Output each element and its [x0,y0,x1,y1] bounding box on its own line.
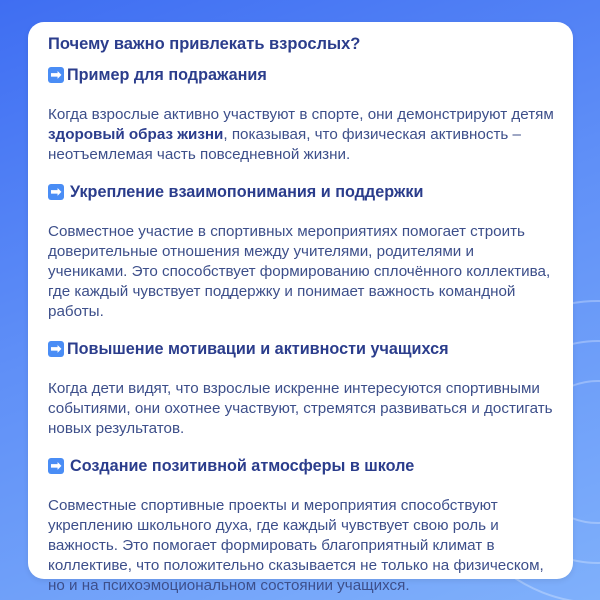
section-heading [48,455,555,477]
section-motivation [48,338,555,439]
section-positive-atmosphere [48,455,555,596]
section-text-part: , показывая, что физическая активность – неотъемлемая часть повседневной жизни. [48,126,521,163]
section-heading-label: Пример для подражания [67,66,267,84]
section-text-part: Когда взрослые активно участвуют в спорте, они демонстрируют детям [48,106,554,123]
section-text-bold: здоровый образ жизни [48,126,224,143]
content-card [28,22,573,594]
arrow-right-icon: ➡ [48,458,64,474]
section-text: Совместные спортивные проекты и мероприятия способствуют укреплению школьного духа, где каждый чувствует свою роль и важность. Это помогает формировать благоприятный климат в коллективе, что положительно сказывается не только на физическом, но и на психоэмоциональном состоянии учащихся. [48,497,544,594]
section-heading-label: Повышение мотивации и активности учащихся [67,340,449,358]
section-text: Когда дети видят, что взрослые искренне интересуются спортивными событиями, они охотнее участвуют, стремятся развиваться и достигать новых результатов. [48,380,553,437]
section-text [48,105,555,165]
arrow-right-icon: ➡ [48,67,64,83]
section-mutual-support [48,181,555,322]
section-heading [48,64,555,86]
section-heading-label: Создание позитивной атмосферы в школе [70,457,415,475]
section-role-model [48,64,555,165]
section-text: Совместное участие в спортивных мероприятиях помогает строить доверительные отношения между учителями, родителями и учениками. Это способствует формированию сплочённого коллектива, где каждый чувствует поддержку и понимает важность командной работы. [48,223,551,320]
section-heading [48,338,555,360]
arrow-right-icon: ➡ [48,184,64,200]
card-title: Почему важно привлекать взрослых? [48,35,361,53]
arrow-right-icon: ➡ [48,341,64,357]
section-heading [48,181,555,203]
section-heading-label: Укрепление взаимопонимания и поддержки [70,183,424,201]
